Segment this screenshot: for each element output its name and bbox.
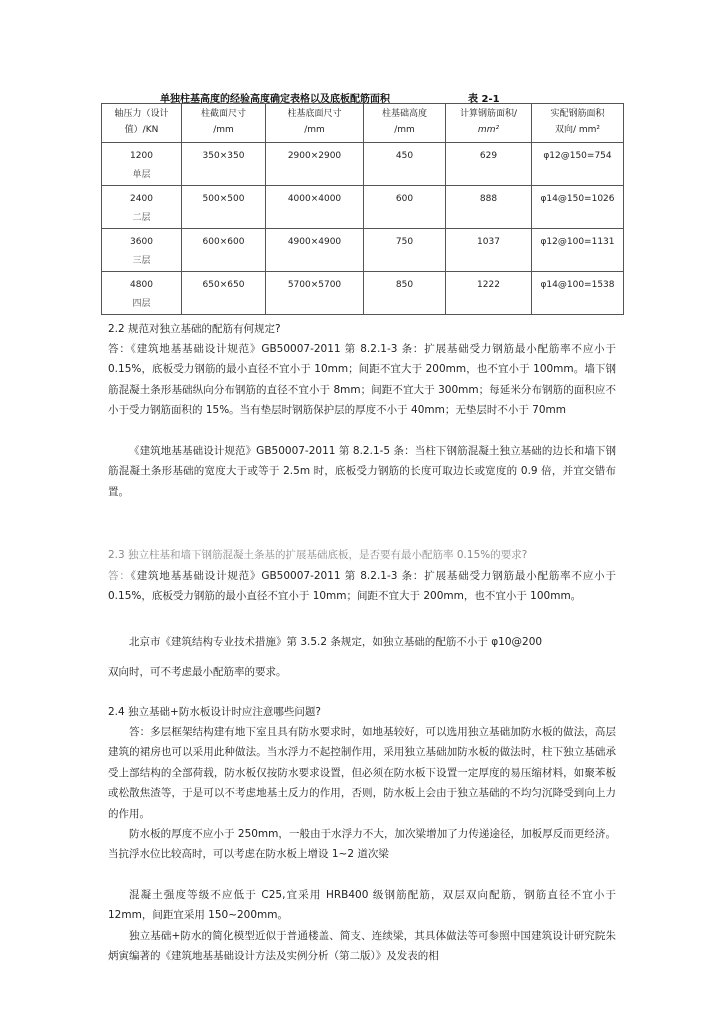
section-2-4-paragraph-2: 防水板的厚度不应小于 250mm，一般由于水浮力不大，加次梁增加了力传递途径，加板厚反而更经济。当抗浮水位比较高时，可以考虑在防水板上增设 1~2 道次梁 xyxy=(108,828,616,861)
header-calc-area: 计算钢筋面积/ mm² xyxy=(446,104,532,143)
table-row xyxy=(102,229,624,272)
cell-base: 2900×2900 xyxy=(266,143,364,186)
cell-height: 850 xyxy=(364,272,446,315)
table-header-row xyxy=(102,104,624,143)
header-base-size: 柱基底面尺寸 /mm xyxy=(266,104,364,143)
section-2-2-title: 2.2 规范对独立基础的配筋有何规定? xyxy=(108,323,281,335)
table-caption-text: 单独柱基高度的经验高度确定表格以及底板配筋面积 xyxy=(160,94,390,105)
cell-actual: φ12@150=754 xyxy=(532,143,624,186)
section-2-4-paragraph-4: 独立基础+防水的简化模型近似于普通楼盖、简支、连续梁，其具体做法等可参照中国建筑设计研究院朱炳寅编著的《建筑地基基础设计方法及实例分析（第二版）》及发表的相 xyxy=(108,930,616,963)
cell-actual: φ12@100=1131 xyxy=(532,229,624,272)
cell-load: 3600 三层 xyxy=(102,229,182,272)
cell-column: 600×600 xyxy=(182,229,266,272)
table-row xyxy=(102,272,624,315)
cell-calc: 888 xyxy=(446,186,532,229)
cell-calc: 1222 xyxy=(446,272,532,315)
cell-base: 4000×4000 xyxy=(266,186,364,229)
cell-height: 450 xyxy=(364,143,446,186)
cell-column: 500×500 xyxy=(182,186,266,229)
cell-base: 4900×4900 xyxy=(266,229,364,272)
table-row xyxy=(102,186,624,229)
cell-load: 1200 单层 xyxy=(102,143,182,186)
header-actual-area: 实配钢筋面积 双向/ mm² xyxy=(532,104,624,143)
table-number: 表 2-1 xyxy=(468,94,500,105)
section-2-4-paragraph-3: 混凝土强度等级不应低于 C25,宜采用 HRB400 级钢筋配筋，双层双向配筋，钢筋直径不宜小于 12mm，间距宜采用 150~200mm。 xyxy=(108,889,616,922)
section-2-2-paragraph-2: 《建筑地基基础设计规范》GB50007-2011 第 8.2.1-5 条：当柱下钢筋混凝土独立基础的边长和墙下钢筋混凝土条形基础的宽度大于或等于 2.5m 时，底板受力钢筋的长度可取边长或宽度的 0.9 倍，并宜交错布置。 xyxy=(108,445,616,498)
section-2-4-title: 2.4 独立基础+防水板设计时应注意哪些问题? xyxy=(108,706,321,718)
cell-height: 600 xyxy=(364,186,446,229)
foundation-table xyxy=(101,103,624,315)
cell-actual: φ14@150=1026 xyxy=(532,186,624,229)
cell-load: 4800 四层 xyxy=(102,272,182,315)
header-load: 轴压力（设计 值）/KN xyxy=(102,104,182,143)
section-2-3-paragraph-2a: 北京市《建筑结构专业技术措施》第 3.5.2 条规定，如独立基础的配筋不小于 φ10@200 xyxy=(129,636,543,648)
table-row xyxy=(102,143,624,186)
answer-text: 《建筑地基基础设计规范》GB50007-2011 第 8.2.1-3 条：扩展基础受力钢筋最小配筋率不应小于 0.15%，底板受力钢筋的最小直径不宜小于 10mm；间距不宜大于 200mm，也不宜小于 100mm。 xyxy=(108,570,616,603)
header-height: 柱基础高度 /mm xyxy=(364,104,446,143)
cell-column: 650×650 xyxy=(182,272,266,315)
section-2-3-title: 2.3 独立柱基和墙下钢筋混凝土条基的扩展基础底板，是否要有最小配筋率 0.15%的要求? xyxy=(108,549,528,561)
cell-column: 350×350 xyxy=(182,143,266,186)
section-2-3-paragraph-2b: 双向时，可不考虑最小配筋率的要求。 xyxy=(108,666,287,678)
answer-label: 答： xyxy=(108,570,131,582)
section-2-3-paragraph-1 xyxy=(108,566,616,607)
section-2-4-paragraph-1: 答：多层框架结构建有地下室且具有防水要求时，如地基较好，可以选用独立基础加防水板的做法，高层建筑的裙房也可以采用此种做法。当水浮力不起控制作用，采用独立基础加防水板的做法时，柱下独立基础承受上部结构的全部荷载，防水板仅按防水要求设置，但必须在防水板下设置一定厚度的易压缩材料，如聚苯板或松散焦渣等，于是可以不考虑地基土反力的作用，否则，防水板上会由于独立基础的不均匀沉降受到向上力的作用。 xyxy=(108,726,616,820)
cell-load: 2400 二层 xyxy=(102,186,182,229)
cell-height: 750 xyxy=(364,229,446,272)
header-column-size: 柱截面尺寸 /mm xyxy=(182,104,266,143)
cell-base: 5700×5700 xyxy=(266,272,364,315)
cell-actual: φ14@100=1538 xyxy=(532,272,624,315)
section-2-2-paragraph-1: 答：《建筑地基基础设计规范》GB50007-2011 第 8.2.1-3 条：扩展基础受力钢筋最小配筋率不应小于 0.15%，底板受力钢筋的最小直径不宜小于 10mm；间距不宜大于 200mm，也不宜小于 100mm。墙下钢筋混凝土条形基础纵向分布钢筋的直径不宜小于 8mm；间距不宜大于 300mm；每延米分布钢筋的面积应不小于受力钢筋面积的 15%。当有垫层时钢筋保护层的厚度不小于 40mm；无垫层时不小于 70mm xyxy=(108,343,616,417)
cell-calc: 1037 xyxy=(446,229,532,272)
cell-calc: 629 xyxy=(446,143,532,186)
